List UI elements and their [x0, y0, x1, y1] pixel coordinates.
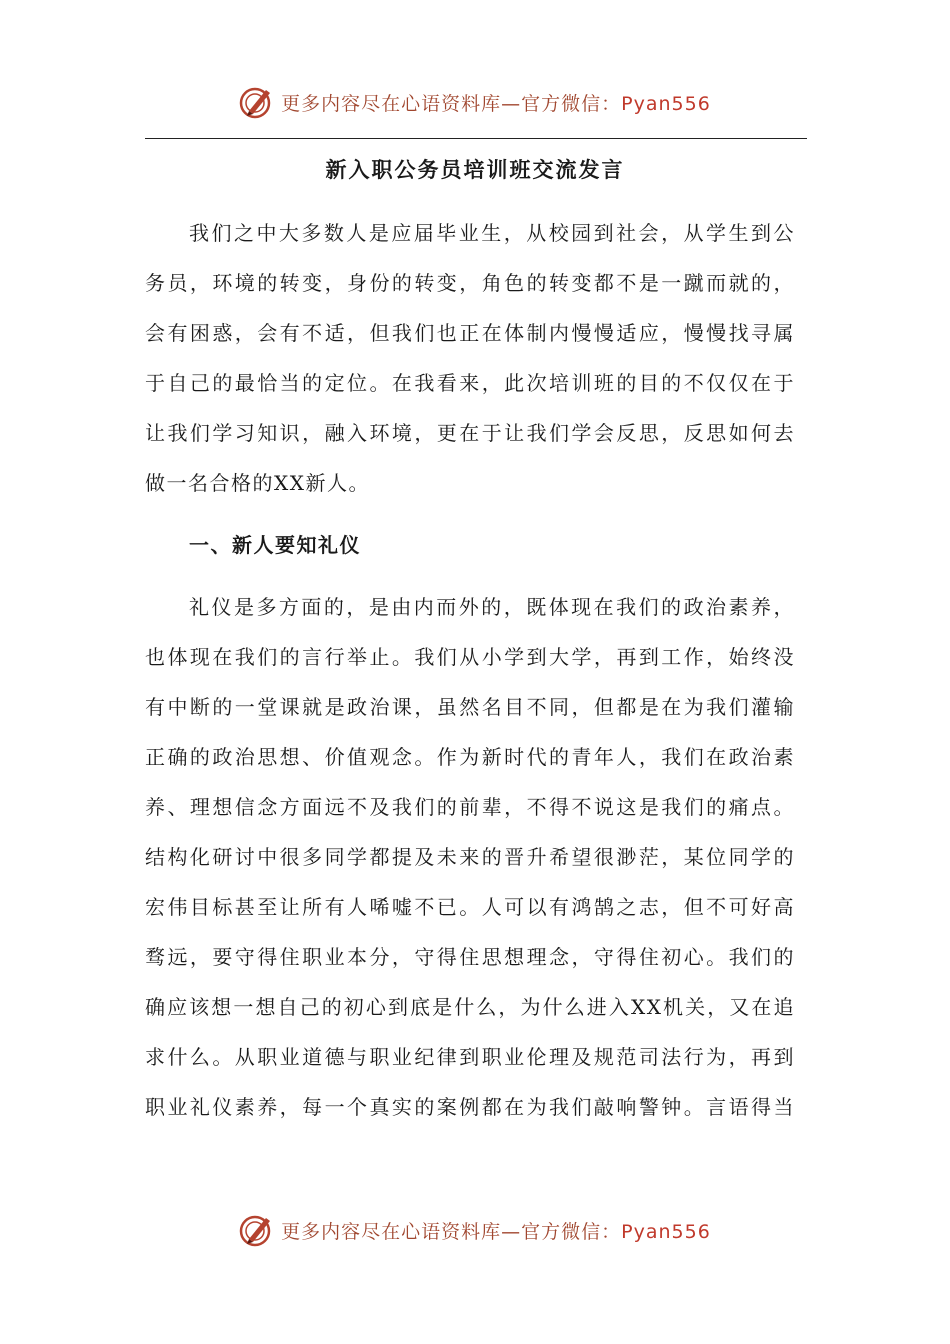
paragraph-2	[145, 582, 795, 1132]
pen-nib-logo-icon	[239, 84, 275, 120]
text-line: 正确的政治思想、价值观念。作为新时代的青年人，我们在政治素	[145, 745, 795, 769]
footer-banner	[0, 1210, 950, 1250]
text-line: 职业礼仪素养，每一个真实的案例都在为我们敲响警钟。言语得当	[145, 1095, 795, 1119]
section-heading: 一、新人要知礼仪	[189, 533, 361, 557]
text-line: 结构化研讨中很多同学都提及未来的晋升希望很渺茫，某位同学的	[145, 845, 795, 869]
banner-text: 更多内容尽在心语资料库—官方微信：Pyan556	[281, 1220, 711, 1243]
text-line: 也体现在我们的言行举止。我们从小学到大学，再到工作，始终没	[145, 645, 795, 669]
header-banner	[0, 82, 950, 122]
document-body	[145, 208, 795, 1132]
text-line: 让我们学习知识，融入环境，更在于让我们学会反思，反思如何去	[145, 421, 795, 445]
text-line: 养、理想信念方面远不及我们的前辈，不得不说这是我们的痛点。	[145, 795, 795, 819]
text-line: 有中断的一堂课就是政治课，虽然名目不同，但都是在为我们灌输	[145, 695, 795, 719]
pen-nib-logo-icon	[239, 1212, 275, 1248]
text-line: 会有困惑，会有不适，但我们也正在体制内慢慢适应，慢慢找寻属	[145, 321, 795, 345]
banner-text: 更多内容尽在心语资料库—官方微信：Pyan556	[281, 92, 711, 115]
text-line: 骛远，要守得住职业本分，守得住思想理念，守得住初心。我们的	[145, 945, 795, 969]
document-title: 新入职公务员培训班交流发言	[325, 158, 625, 182]
text-line: 求什么。从职业道德与职业纪律到职业伦理及规范司法行为，再到	[145, 1045, 795, 1069]
text-line: 于自己的最恰当的定位。在我看来，此次培训班的目的不仅仅在于	[145, 371, 795, 395]
wechat-id: Pyan556	[621, 92, 711, 115]
wechat-id: Pyan556	[621, 1220, 711, 1243]
header-divider	[145, 138, 807, 139]
paragraph-1	[145, 208, 795, 508]
text-line: 礼仪是多方面的，是由内而外的，既体现在我们的政治素养，	[189, 595, 795, 619]
text-line: 做一名合格的XX新人。	[145, 471, 370, 495]
text-line: 宏伟目标甚至让所有人唏嘘不已。人可以有鸿鹄之志，但不可好高	[145, 895, 795, 919]
text-line: 我们之中大多数人是应届毕业生，从校园到社会，从学生到公	[189, 221, 795, 245]
text-line: 确应该想一想自己的初心到底是什么，为什么进入XX机关，又在追	[145, 995, 795, 1019]
text-line: 务员，环境的转变，身份的转变，角色的转变都不是一蹴而就的，	[145, 271, 795, 295]
